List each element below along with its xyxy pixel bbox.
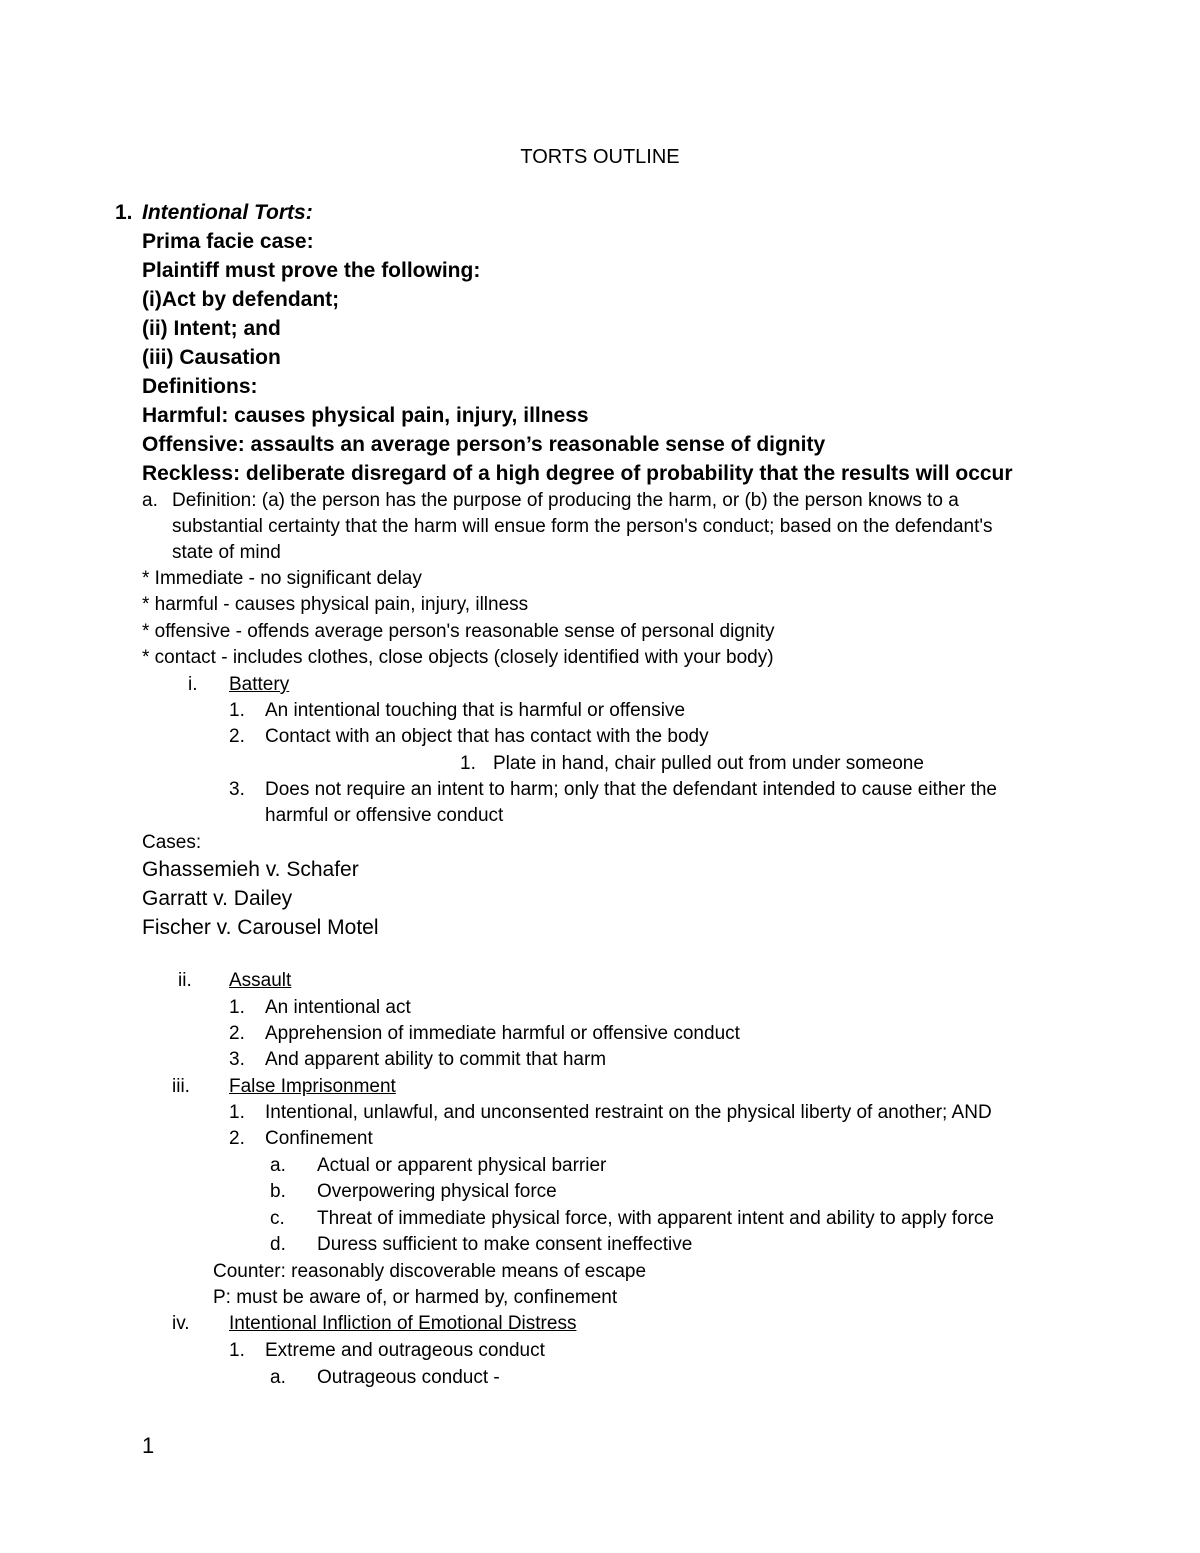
note-line: * harmful - causes physical pain, injury, illness <box>142 594 529 615</box>
list-marker: a. <box>142 490 158 511</box>
cases-label: Cases: <box>142 832 202 853</box>
list-marker: 1. <box>229 1102 245 1123</box>
list-subitem: Duress sufficient to make consent ineffective <box>317 1234 693 1255</box>
intro-line: Definitions: <box>142 375 258 398</box>
battery-heading: Battery <box>229 674 290 695</box>
list-item: Intentional, unlawful, and unconsented restraint on the physical liberty of another; AND <box>265 1102 992 1123</box>
list-item: Confinement <box>265 1128 373 1149</box>
list-item: Does not require an intent to harm; only that the defendant intended to cause either the <box>265 779 997 800</box>
list-marker: b. <box>270 1181 286 1202</box>
case-name: Garratt v. Dailey <box>142 887 293 910</box>
list-marker: 2. <box>229 726 245 747</box>
case-name: Ghassemieh v. Schafer <box>142 858 359 881</box>
page-title: TORTS OUTLINE <box>520 146 680 168</box>
intro-line: Reckless: deliberate disregard of a high degree of probability that the results will occur <box>142 462 1013 485</box>
intro-line: (iii) Causation <box>142 346 281 369</box>
note-line: * contact - includes clothes, close objects (closely identified with your body) <box>142 647 774 668</box>
definition-line: state of mind <box>172 542 281 563</box>
list-item: An intentional act <box>265 997 411 1018</box>
plaintiff-note: P: must be aware of, or harmed by, confinement <box>213 1287 618 1308</box>
list-marker: 1. <box>229 700 245 721</box>
definition-line: Definition: (a) the person has the purpose of producing the harm, or (b) the person knows to a <box>172 490 959 511</box>
page-number: 1 <box>142 1433 155 1458</box>
list-subitem: Threat of immediate physical force, with apparent intent and ability to apply force <box>317 1208 994 1229</box>
intro-line: Offensive: assaults an average person’s reasonable sense of dignity <box>142 433 826 456</box>
list-subitem: Outrageous conduct - <box>317 1367 500 1388</box>
list-item: Apprehension of immediate harmful or offensive conduct <box>265 1023 740 1044</box>
list-item: And apparent ability to commit that harm <box>265 1049 607 1070</box>
iied-heading: Intentional Infliction of Emotional Distress <box>229 1313 577 1334</box>
note-line: * Immediate - no significant delay <box>142 568 422 589</box>
definition-line: substantial certainty that the harm will ensue form the person's conduct; based on the defendant's <box>172 516 993 537</box>
list-marker: 2. <box>229 1128 245 1149</box>
list-marker: 3. <box>229 1049 245 1070</box>
intro-line: (ii) Intent; and <box>142 317 281 340</box>
list-item: An intentional touching that is harmful or offensive <box>265 700 686 721</box>
false-imprisonment-heading: False Imprisonment <box>229 1076 396 1097</box>
assault-heading: Assault <box>229 970 292 991</box>
list-marker: iii. <box>172 1076 190 1097</box>
list-marker: 1. <box>229 997 245 1018</box>
list-marker: 2. <box>229 1023 245 1044</box>
list-marker: c. <box>270 1208 285 1229</box>
intro-line: Harmful: causes physical pain, injury, illness <box>142 404 589 427</box>
list-marker: i. <box>188 674 198 695</box>
intro-line: (i)Act by defendant; <box>142 288 340 311</box>
counter-note: Counter: reasonably discoverable means of escape <box>213 1261 647 1282</box>
list-marker: 1. <box>460 753 476 774</box>
note-line: * offensive - offends average person's reasonable sense of personal dignity <box>142 621 775 642</box>
list-marker: d. <box>270 1234 286 1255</box>
case-name: Fischer v. Carousel Motel <box>142 916 379 939</box>
list-item: Contact with an object that has contact with the body <box>265 726 709 747</box>
list-marker: a. <box>270 1367 286 1388</box>
list-marker: ii. <box>178 970 192 991</box>
list-marker: iv. <box>172 1313 190 1334</box>
list-marker: 3. <box>229 779 245 800</box>
list-marker: 1. <box>229 1340 245 1361</box>
intro-line: Plaintiff must prove the following: <box>142 259 481 282</box>
intro-line: Prima facie case: <box>142 230 314 253</box>
list-marker: a. <box>270 1155 286 1176</box>
list-subitem: Actual or apparent physical barrier <box>317 1155 607 1176</box>
section-heading: Intentional Torts: <box>142 201 313 224</box>
section-number: 1. <box>115 201 133 224</box>
list-item: Extreme and outrageous conduct <box>265 1340 545 1361</box>
list-item: Plate in hand, chair pulled out from under someone <box>493 753 924 774</box>
list-item-continuation: harmful or offensive conduct <box>265 805 504 826</box>
list-subitem: Overpowering physical force <box>317 1181 557 1202</box>
